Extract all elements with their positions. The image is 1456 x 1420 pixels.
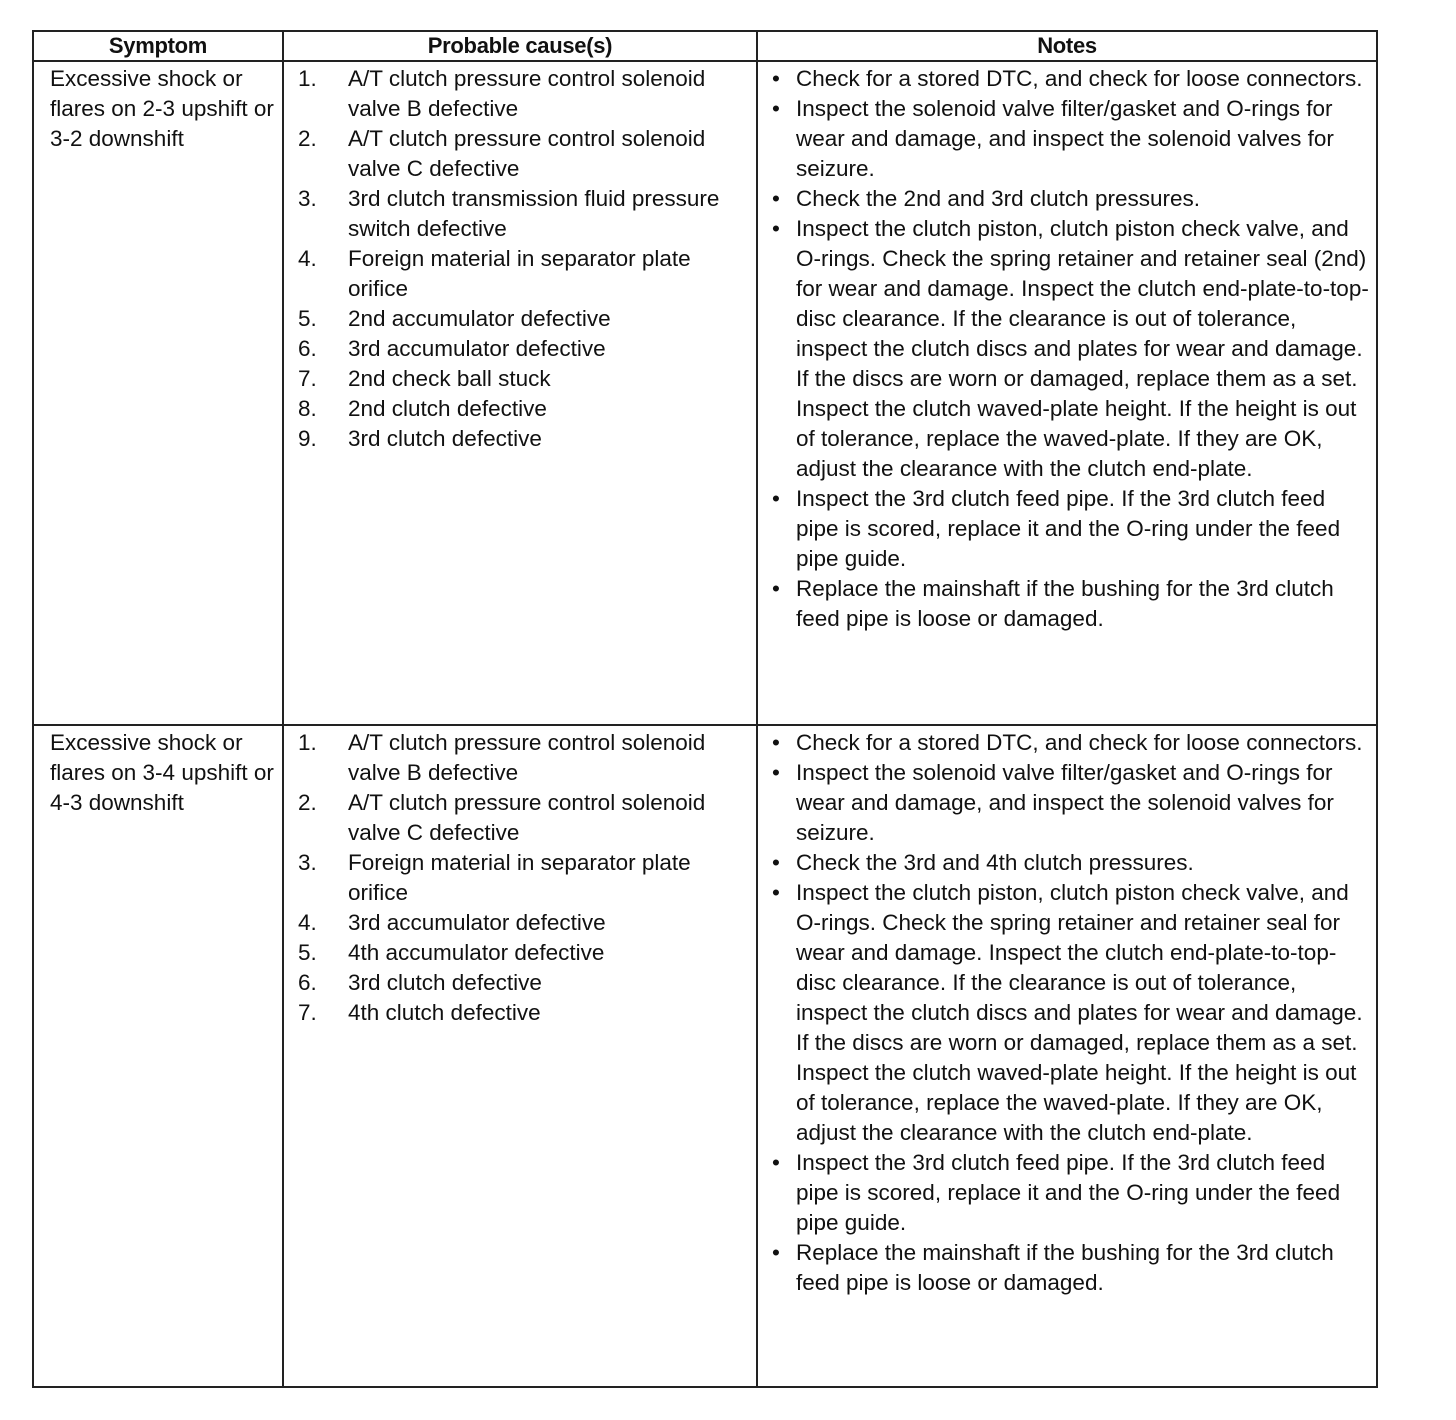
item-number: 9. [298, 426, 317, 451]
table-row [34, 724, 1376, 1386]
bullet-marker: • [772, 66, 780, 91]
cause-text: 2nd clutch defective [348, 396, 547, 421]
bullet-marker: • [772, 850, 780, 875]
notes-cell [758, 726, 1376, 1386]
item-number: 4. [298, 246, 317, 271]
note-text: Replace the mainshaft if the bushing for the 3rd clutch feed pipe is loose or damaged. [796, 1240, 1334, 1295]
symptom-cell [34, 62, 284, 724]
bullet-marker: • [772, 730, 780, 755]
cause-text: A/T clutch pressure control solenoid valve C defective [348, 790, 706, 845]
cause-item [298, 64, 752, 124]
bullet-marker: • [772, 880, 780, 905]
note-text: Inspect the clutch piston, clutch piston check valve, and O-rings. Check the spring retainer and retainer seal for wear and damage. Inspect the clutch end-plate-to-top-disc clearance. If the clearance is out of tolerance, inspect the clutch discs and plates for wear and damage. If the discs are worn or damaged, replace them as a set. Inspect the clutch waved-plate height. If the height is out of tolerance, replace the waved-plate. If they are OK, adjust the clearance with the clutch end-plate. [796, 880, 1363, 1145]
symptom-text: Excessive shock or flares on 3-4 upshift or 4-3 downshift [50, 730, 274, 815]
cause-item [298, 788, 752, 848]
cause-text: 2nd check ball stuck [348, 366, 551, 391]
header-symptom: Symptom [34, 32, 284, 60]
cause-text: A/T clutch pressure control solenoid valve B defective [348, 730, 706, 785]
cause-text: 2nd accumulator defective [348, 306, 611, 331]
symptom-cell [34, 726, 284, 1386]
note-item [770, 848, 1372, 878]
cause-text: 3rd clutch defective [348, 426, 542, 451]
note-text: Inspect the 3rd clutch feed pipe. If the 3rd clutch feed pipe is scored, replace it and the O-ring under the feed pipe guide. [796, 1150, 1341, 1235]
note-text: Check for a stored DTC, and check for loose connectors. [796, 66, 1363, 91]
cause-item [298, 998, 752, 1028]
cause-text: 4th accumulator defective [348, 940, 605, 965]
cause-item [298, 968, 752, 998]
item-number: 4. [298, 910, 317, 935]
note-text: Inspect the solenoid valve filter/gasket and O-rings for wear and damage, and inspect the solenoid valves for seizure. [796, 760, 1334, 845]
note-text: Inspect the 3rd clutch feed pipe. If the 3rd clutch feed pipe is scored, replace it and the O-ring under the feed pipe guide. [796, 486, 1341, 571]
cause-item [298, 334, 752, 364]
cause-item [298, 184, 752, 244]
cause-item [298, 938, 752, 968]
note-item [770, 64, 1372, 94]
note-text: Check for a stored DTC, and check for loose connectors. [796, 730, 1363, 755]
note-item [770, 1148, 1372, 1238]
cause-item [298, 304, 752, 334]
item-number: 2. [298, 790, 317, 815]
note-item [770, 758, 1372, 848]
item-number: 8. [298, 396, 317, 421]
table-row [34, 60, 1376, 724]
item-number: 3. [298, 850, 317, 875]
bullet-marker: • [772, 1240, 780, 1265]
cause-text: Foreign material in separator plate orifice [348, 850, 691, 905]
cause-item [298, 124, 752, 184]
cause-text: 3rd accumulator defective [348, 336, 606, 361]
note-item [770, 1238, 1372, 1298]
note-item [770, 878, 1372, 1148]
table-header [34, 32, 1376, 60]
cause-text: 3rd clutch transmission fluid pressure switch defective [348, 186, 720, 241]
notes-list [758, 64, 1376, 634]
note-text: Check the 2nd and 3rd clutch pressures. [796, 186, 1200, 211]
bullet-marker: • [772, 216, 780, 241]
bullet-marker: • [772, 1150, 780, 1175]
cause-item [298, 364, 752, 394]
note-item [770, 94, 1372, 184]
cause-item [298, 908, 752, 938]
cause-item [298, 728, 752, 788]
item-number: 6. [298, 970, 317, 995]
item-number: 1. [298, 66, 317, 91]
bullet-marker: • [772, 760, 780, 785]
cause-item [298, 424, 752, 454]
item-number: 5. [298, 940, 317, 965]
causes-cell [284, 726, 758, 1386]
bullet-marker: • [772, 486, 780, 511]
note-item [770, 184, 1372, 214]
troubleshooting-table [32, 30, 1378, 1388]
bullet-marker: • [772, 186, 780, 211]
item-number: 7. [298, 1000, 317, 1025]
causes-list [284, 728, 756, 1028]
note-text: Inspect the clutch piston, clutch piston check valve, and O-rings. Check the spring retainer and retainer seal (2nd) for wear and damage. Inspect the clutch end-plate-to-top-disc clearance. If the clearance is out of tolerance, inspect the clutch discs and plates for wear and damage. If the discs are worn or damaged, replace them as a set. Inspect the clutch waved-plate height. If the height is out of tolerance, replace the waved-plate. If they are OK, adjust the clearance with the clutch end-plate. [796, 216, 1369, 481]
note-item [770, 574, 1372, 634]
note-text: Check the 3rd and 4th clutch pressures. [796, 850, 1194, 875]
cause-item [298, 394, 752, 424]
item-number: 1. [298, 730, 317, 755]
item-number: 3. [298, 186, 317, 211]
notes-list [758, 728, 1376, 1298]
note-item [770, 728, 1372, 758]
bullet-marker: • [772, 576, 780, 601]
cause-item [298, 244, 752, 304]
note-item [770, 484, 1372, 574]
symptom-text: Excessive shock or flares on 2-3 upshift or 3-2 downshift [50, 66, 274, 151]
note-text: Inspect the solenoid valve filter/gasket and O-rings for wear and damage, and inspect the solenoid valves for seizure. [796, 96, 1334, 181]
item-number: 6. [298, 336, 317, 361]
bullet-marker: • [772, 96, 780, 121]
cause-text: Foreign material in separator plate orifice [348, 246, 691, 301]
item-number: 2. [298, 126, 317, 151]
cause-item [298, 848, 752, 908]
cause-text: 3rd clutch defective [348, 970, 542, 995]
item-number: 5. [298, 306, 317, 331]
cause-text: A/T clutch pressure control solenoid valve C defective [348, 126, 706, 181]
cause-text: 4th clutch defective [348, 1000, 541, 1025]
header-notes: Notes [1037, 33, 1097, 58]
causes-cell [284, 62, 758, 724]
cause-text: 3rd accumulator defective [348, 910, 606, 935]
note-text: Replace the mainshaft if the bushing for the 3rd clutch feed pipe is loose or damaged. [796, 576, 1334, 631]
note-item [770, 214, 1372, 484]
notes-cell [758, 62, 1376, 724]
cause-text: A/T clutch pressure control solenoid valve B defective [348, 66, 706, 121]
item-number: 7. [298, 366, 317, 391]
header-probable-causes: Probable cause(s) [284, 32, 758, 60]
causes-list [284, 64, 756, 454]
